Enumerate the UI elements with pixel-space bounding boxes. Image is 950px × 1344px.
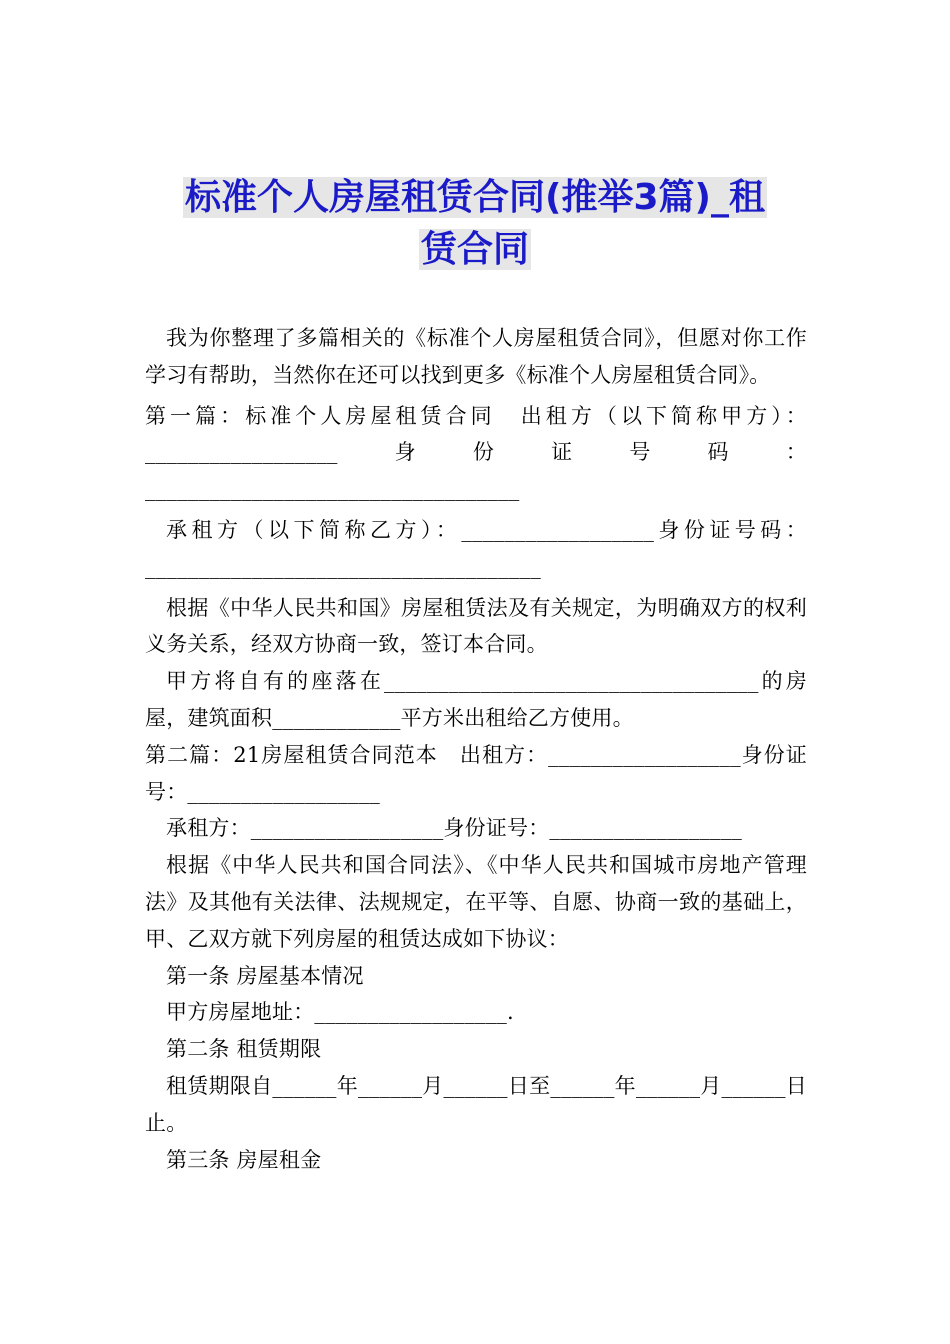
clause-one-heading: 第一条 房屋基本情况: [166, 963, 364, 988]
paragraph-legal-basis: 根据《中华人民共和国合同法》、《中华人民共和国城市房地产管理法》及其他有关法律、法规规定，在平等、自愿、协商一致的基础上，甲、乙双方就下列房屋的租赁达成如下协议：: [145, 853, 807, 951]
clause-one-address: 甲方房屋地址：__________________.: [166, 1000, 514, 1025]
paragraph-lessee-line: 承租方（以下简称乙方）：__________________身份证号码：_____________________________________: [145, 517, 807, 579]
paragraph-intro: 我为你整理了多篇相关的《标准个人房屋租赁合同》，但愿对你工作学习有帮助，当然你在还可以找到更多《标准个人房屋租赁合同》。: [145, 326, 807, 387]
clause-three-heading: 第三条 房屋租金: [166, 1147, 322, 1172]
paragraph-part-two-header: 第二篇：21房屋租赁合同范本 出租方：__________________身份证号：__________________: [145, 742, 807, 804]
paragraph-location: 甲方将自有的座落在___________________________________的房屋，建筑面积____________平方米出租给乙方使用。: [145, 669, 807, 730]
paragraph-part-one-header: 第一篇：标准个人房屋租赁合同 出租方（以下简称甲方）：__________________身份证号码：___________________________________: [145, 403, 807, 502]
document-title: [140, 172, 810, 276]
document-body: [145, 316, 807, 1178]
title-line-2: 赁合同: [420, 229, 529, 270]
clause-two-heading: 第二条 租赁期限: [166, 1037, 322, 1062]
clause-two-term: 租赁期限自______年______月______日至______年______月______日止。: [145, 1073, 807, 1135]
title-line-1: 标准个人房屋租赁合同(推举3篇)_租: [185, 177, 765, 218]
paragraph-basis: 根据《中华人民共和国》房屋租赁法及有关规定，为明确双方的权利义务关系，经双方协商一致，签订本合同。: [145, 595, 807, 657]
paragraph-lessee-line-2: 承租方：__________________身份证号：__________________: [166, 816, 742, 841]
